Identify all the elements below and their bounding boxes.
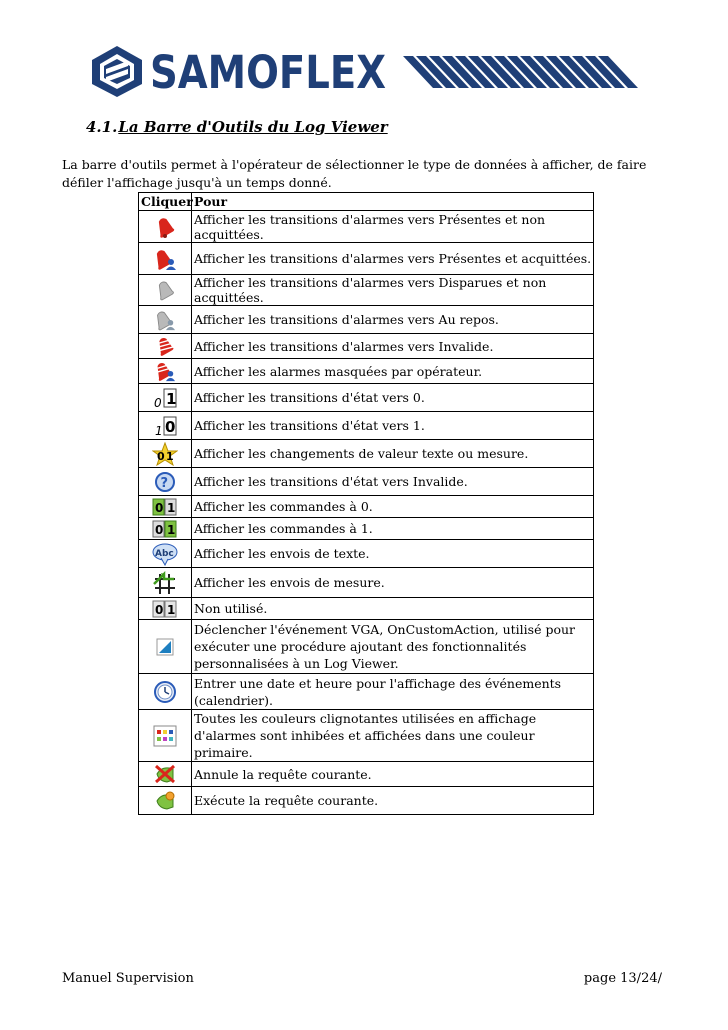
- header-for: Pour: [192, 193, 594, 211]
- table-row: [139, 518, 594, 540]
- bell-red-icon: [153, 215, 177, 239]
- svg-text:1: 1: [167, 522, 176, 537]
- row-description: Toutes les couleurs clignotantes utilisées en affichage d'alarmes sont inhibées et affichées dans une couleur primaire.: [192, 710, 594, 762]
- row-description: Exécute la requête courante.: [192, 787, 594, 815]
- table-row: [139, 710, 594, 762]
- table-row: [139, 540, 594, 568]
- row-description: Afficher les transitions d'état vers Invalide.: [192, 468, 594, 496]
- value-change-star-icon: [152, 442, 178, 466]
- cancel-request-icon: [153, 763, 177, 785]
- svg-text:0: 0: [155, 500, 164, 515]
- table-row: [139, 468, 594, 496]
- row-description: Afficher les transitions d'alarmes vers Présentes et non acquittées.: [192, 211, 594, 243]
- table-row: [139, 787, 594, 815]
- table-row: [139, 243, 594, 275]
- svg-text:Abc: Abc: [155, 548, 174, 559]
- table-row: [139, 440, 594, 468]
- table-header-row: [139, 193, 594, 211]
- svg-text:0: 0: [155, 522, 164, 537]
- bell-grey-icon: [154, 279, 176, 301]
- table-row: [139, 412, 594, 440]
- vga-action-icon: [155, 637, 175, 657]
- table-row: [139, 598, 594, 620]
- bell-red-striped-icon: [154, 335, 176, 357]
- state-one-zero-icon: [152, 415, 178, 437]
- row-description: Déclencher l'événement VGA, OnCustomAction, utilisé pour exécuter une procédure ajoutant des fonctionnalités personnalisées à un Log Viewer.: [192, 620, 594, 674]
- intro-paragraph: La barre d'outils permet à l'opérateur de sélectionner le type de données à afficher, de faire défiler l'affichage jusqu'à un temps donné.: [62, 157, 647, 190]
- table-row: [139, 211, 594, 243]
- svg-text:1: 1: [166, 449, 174, 463]
- question-invalid-icon: [154, 471, 176, 493]
- row-description: Afficher les envois de mesure.: [192, 568, 594, 598]
- command-zero-icon: [152, 497, 178, 517]
- section-title: La Barre d'Outils du Log Viewer: [118, 118, 388, 136]
- row-description: Afficher les transitions d'alarmes vers Disparues et non acquittées.: [192, 275, 594, 306]
- svg-text:1: 1: [167, 602, 176, 617]
- svg-text:0: 0: [155, 602, 164, 617]
- table-row: [139, 384, 594, 412]
- execute-request-icon: [153, 790, 177, 812]
- row-description: Afficher les commandes à 0.: [192, 496, 594, 518]
- state-zero-one-icon: [152, 387, 178, 409]
- table-row: [139, 359, 594, 384]
- table-row: [139, 306, 594, 334]
- command-one-icon: [152, 519, 178, 539]
- row-description: Afficher les changements de valeur texte ou mesure.: [192, 440, 594, 468]
- table-row: [139, 334, 594, 359]
- svg-text:1: 1: [166, 389, 177, 408]
- samoflex-logo: [90, 44, 642, 98]
- calendar-clock-icon: [153, 680, 177, 704]
- row-description: Afficher les transitions d'état vers 1.: [192, 412, 594, 440]
- logo-wordmark: SAMOFLEX: [150, 46, 386, 98]
- row-description: Annule la requête courante.: [192, 762, 594, 787]
- row-description: Afficher les transitions d'état vers 0.: [192, 384, 594, 412]
- unused-zero-one-icon: [152, 599, 178, 619]
- row-description: Afficher les alarmes masquées par opérateur.: [192, 359, 594, 384]
- row-description: Non utilisé.: [192, 598, 594, 620]
- row-description: Entrer une date et heure pour l'affichage des événements (calendrier).: [192, 674, 594, 710]
- toolbar-table: [138, 192, 594, 815]
- table-row: [139, 496, 594, 518]
- table-row: [139, 674, 594, 710]
- svg-text:0: 0: [157, 449, 165, 463]
- color-inhibit-icon: [153, 725, 177, 747]
- header-click: Cliquer: [139, 193, 192, 211]
- svg-text:1: 1: [155, 423, 163, 437]
- table-row: [139, 762, 594, 787]
- bell-red-user-icon: [153, 247, 177, 271]
- row-description: Afficher les commandes à 1.: [192, 518, 594, 540]
- measure-send-icon: [152, 571, 178, 595]
- row-description: Afficher les envois de texte.: [192, 540, 594, 568]
- section-number: 4.1.: [86, 118, 118, 136]
- bell-grey-user-icon: [154, 309, 176, 331]
- svg-text:0: 0: [154, 395, 162, 409]
- section-heading: [86, 118, 388, 136]
- table-row: [139, 568, 594, 598]
- text-send-abc-icon: [152, 542, 178, 566]
- footer-page-number: page 13/24/: [583, 971, 662, 986]
- row-description: Afficher les transitions d'alarmes vers Présentes et acquittées.: [192, 243, 594, 275]
- footer-manual-title: Manuel Supervision: [62, 971, 194, 986]
- svg-text:0: 0: [165, 417, 176, 436]
- row-description: Afficher les transitions d'alarmes vers Au repos.: [192, 306, 594, 334]
- table-row: [139, 275, 594, 306]
- table-row: [139, 620, 594, 674]
- row-description: Afficher les transitions d'alarmes vers Invalide.: [192, 334, 594, 359]
- bell-red-masked-icon: [154, 360, 176, 382]
- svg-text:1: 1: [167, 500, 176, 515]
- svg-text:?: ?: [160, 475, 169, 491]
